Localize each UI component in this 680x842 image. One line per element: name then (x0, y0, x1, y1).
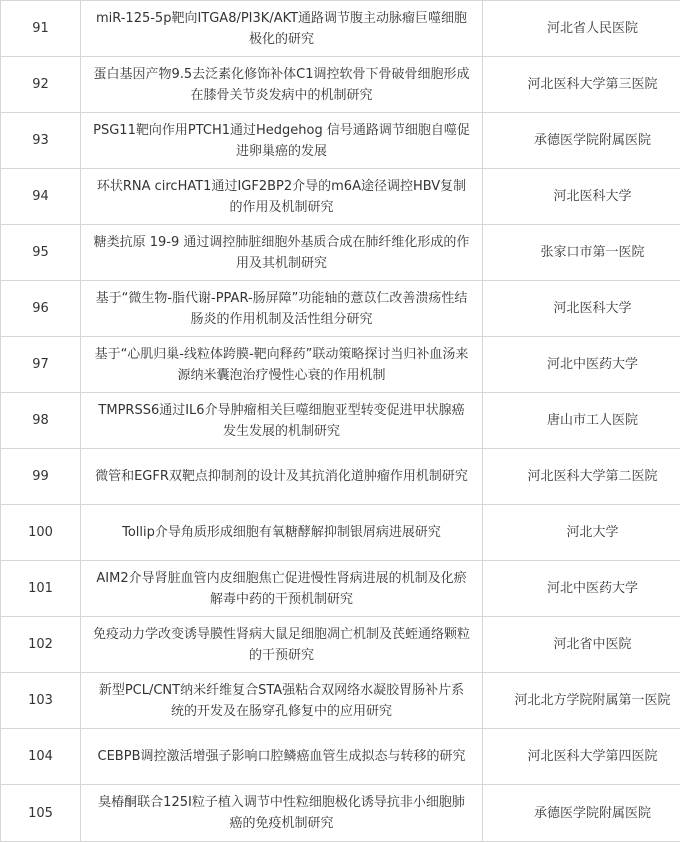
institution-name: 河北医科大学第三医院 (483, 57, 680, 113)
table-row (1, 337, 680, 393)
row-number: 96 (1, 281, 81, 337)
institution-name: 河北医科大学第四医院 (483, 729, 680, 785)
table-row (1, 113, 680, 169)
table-row (1, 505, 680, 561)
institution-name: 河北中医药大学 (483, 561, 680, 617)
row-number: 92 (1, 57, 81, 113)
row-number: 94 (1, 169, 81, 225)
row-number: 97 (1, 337, 81, 393)
institution-name: 河北医科大学 (483, 169, 680, 225)
row-number: 99 (1, 449, 81, 505)
project-title: 臭椿酮联合125I粒子植入调节中性粒细胞极化诱导抗非小细胞肺癌的免疫机制研究 (81, 785, 483, 842)
institution-name: 河北医科大学第二医院 (483, 449, 680, 505)
table-row (1, 57, 680, 113)
row-number: 101 (1, 561, 81, 617)
row-number: 100 (1, 505, 81, 561)
institution-name: 河北医科大学 (483, 281, 680, 337)
institution-name: 河北北方学院附属第一医院 (483, 673, 680, 729)
table-row (1, 673, 680, 729)
project-title: 免疫动力学改变诱导膜性肾病大鼠足细胞凋亡机制及芪蛭通络颗粒的干预研究 (81, 617, 483, 673)
project-title: 蛋白基因产物9.5去泛素化修饰补体C1调控软骨下骨破骨细胞形成在膝骨关节炎发病中的机制研究 (81, 57, 483, 113)
table-row (1, 1, 680, 57)
row-number: 104 (1, 729, 81, 785)
project-title: 基于“心肌归巢-线粒体跨膜-靶向释药”联动策略探讨当归补血汤来源纳米囊泡治疗慢性心衰的作用机制 (81, 337, 483, 393)
row-number: 102 (1, 617, 81, 673)
table-row (1, 785, 680, 842)
project-title: 环状RNA circHAT1通过IGF2BP2介导的m6A途径调控HBV复制的作用及机制研究 (81, 169, 483, 225)
project-title: 微管和EGFR双靶点抑制剂的设计及其抗消化道肿瘤作用机制研究 (81, 449, 483, 505)
project-title: 新型PCL/CNT纳米纤维复合STA强粘合双网络水凝胶胃肠补片系统的开发及在肠穿孔修复中的应用研究 (81, 673, 483, 729)
institution-name: 承德医学院附属医院 (483, 113, 680, 169)
project-title: miR-125-5p靶向ITGA8/PI3K/AKT通路调节腹主动脉瘤巨噬细胞极化的研究 (81, 1, 483, 57)
row-number: 93 (1, 113, 81, 169)
table-row (1, 393, 680, 449)
project-title: 糖类抗原 19-9 通过调控肺脏细胞外基质合成在肺纤维化形成的作用及其机制研究 (81, 225, 483, 281)
row-number: 98 (1, 393, 81, 449)
institution-name: 河北中医药大学 (483, 337, 680, 393)
row-number: 105 (1, 785, 81, 842)
institution-name: 河北省中医院 (483, 617, 680, 673)
project-title: CEBPB调控激活增强子影响口腔鳞癌血管生成拟态与转移的研究 (81, 729, 483, 785)
table-row (1, 169, 680, 225)
institution-name: 唐山市工人医院 (483, 393, 680, 449)
institution-name: 承德医学院附属医院 (483, 785, 680, 842)
project-title: 基于“微生物-脂代谢-PPAR-肠屏障”功能轴的薏苡仁改善溃疡性结肠炎的作用机制及活性组分研究 (81, 281, 483, 337)
project-title: TMPRSS6通过IL6介导肿瘤相关巨噬细胞亚型转变促进甲状腺癌发生发展的机制研究 (81, 393, 483, 449)
project-table-body (1, 1, 680, 842)
table-row (1, 561, 680, 617)
project-title: AIM2介导肾脏血管内皮细胞焦亡促进慢性肾病进展的机制及化瘀解毒中药的干预机制研究 (81, 561, 483, 617)
institution-name: 河北大学 (483, 505, 680, 561)
institution-name: 张家口市第一医院 (483, 225, 680, 281)
table-row (1, 225, 680, 281)
table-row (1, 617, 680, 673)
table-row (1, 449, 680, 505)
table-row (1, 281, 680, 337)
project-title: PSG11靶向作用PTCH1通过Hedgehog 信号通路调节细胞自噬促进卵巢癌的发展 (81, 113, 483, 169)
row-number: 95 (1, 225, 81, 281)
table-row (1, 729, 680, 785)
row-number: 91 (1, 1, 81, 57)
row-number: 103 (1, 673, 81, 729)
project-title: Tollip介导角质形成细胞有氧糖酵解抑制银屑病进展研究 (81, 505, 483, 561)
institution-name: 河北省人民医院 (483, 1, 680, 57)
